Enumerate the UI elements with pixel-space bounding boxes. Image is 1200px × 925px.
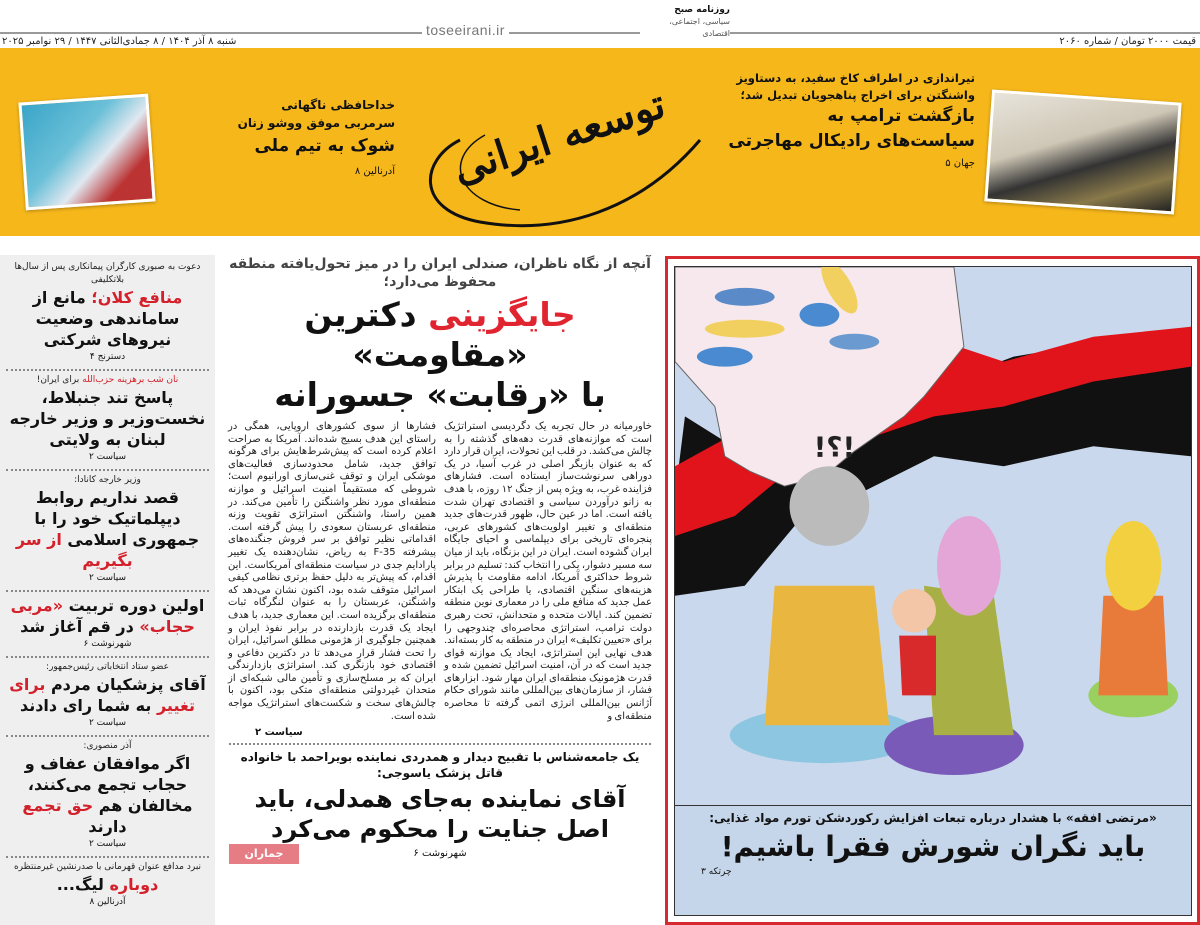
headline-highlight: منافع کلان؛ <box>91 288 183 307</box>
headline-highlight: حق تجمع <box>22 796 94 815</box>
headline-text: دارند <box>88 817 127 836</box>
news-item[interactable] <box>6 371 209 471</box>
news-kicker <box>6 661 209 674</box>
child-shirt <box>899 636 936 696</box>
news-item[interactable] <box>6 471 209 592</box>
plate-icon <box>697 347 753 367</box>
kicker-text: عضو ستاد انتخاباتی رئیس‌جمهور: <box>46 662 169 672</box>
headline-highlight: برای تغییر <box>9 675 196 715</box>
news-page: سیاست ۲ <box>88 573 127 583</box>
teaser-left[interactable] <box>160 96 395 177</box>
headline-part: با «رقابت» جسورانه <box>274 375 606 414</box>
divider <box>229 743 651 745</box>
kicker-highlight: نان شب برهزینه حزب‌الله <box>82 375 179 385</box>
teaser-page: جهان ۵ <box>945 158 975 169</box>
news-headline[interactable] <box>6 487 209 571</box>
left-news-column <box>0 255 215 925</box>
paper-type <box>640 4 730 40</box>
cartoon-story-page: چرتکه ۳ <box>701 867 732 877</box>
headline-highlight: از سر بگیریم <box>15 530 133 570</box>
news-headline[interactable] <box>6 387 209 450</box>
headline-text: قصد نداریم روابط دیپلماتیک خود را با جمهوری اسلامی <box>34 488 200 549</box>
headline-highlight: دوباره <box>109 875 159 894</box>
news-page: آدرنالین ۸ <box>89 897 126 907</box>
news-page: شهرنوشت ۶ <box>83 639 132 649</box>
headline-text: اگر موافقان عفاف و حجاب تجمع می‌کنند، مخالفان هم <box>24 754 193 815</box>
teaser-headline[interactable]: شوک به تیم ملی <box>254 136 395 156</box>
daughter-scarf <box>1105 521 1161 611</box>
price-issue: قیمت ۲۰۰۰ تومان / شماره ۲۰۶۰ <box>1059 36 1196 47</box>
cartoon-story-headline[interactable]: باید نگران شورش فقرا باشیم! <box>720 830 1146 863</box>
news-page: سیاست ۲ <box>88 839 127 849</box>
child-head <box>892 589 936 633</box>
bowl-icon <box>800 303 840 327</box>
news-headline[interactable] <box>6 595 209 637</box>
news-headline[interactable] <box>6 753 209 837</box>
cartoon-story-kicker: «مرتضی افقه» با هشدار درباره تبعات افزایش رکوردشکن تورم مواد غذایی: <box>709 811 1157 825</box>
paper-subject: سیاسی، اجتماعی، اقتصادی <box>669 17 730 38</box>
kicker-text: دعوت به صبوری کارگران پیمانکاری پس از سال‌ها بلاتکلیفی <box>14 262 201 285</box>
news-kicker <box>6 261 209 287</box>
news-headline[interactable] <box>6 674 209 716</box>
kicker-text: برای ایران! <box>36 375 83 385</box>
news-page: سیاست ۲ <box>88 718 127 728</box>
headline-text: لیگ... <box>56 875 110 894</box>
cartoon-illustration <box>674 266 1192 806</box>
second-story-headline[interactable]: آقای نماینده به‌جای همدلی، باید اصل جنایت را محکوم می‌کرد <box>254 785 626 844</box>
second-story-footer <box>225 844 655 864</box>
main-story-page: سیاست ۲ <box>255 727 303 739</box>
news-kicker <box>6 374 209 387</box>
watermark: جماران <box>229 844 299 864</box>
headline-text: مانع از ساماندهی وضعیت نیروهای شرکتی <box>32 288 180 349</box>
teaser-photo-wushu[interactable] <box>18 94 155 211</box>
cartoon-caption <box>674 806 1192 916</box>
kicker-text: نبرد مدافع عنوان قهرمانی با صدرنشین غیرمنتظره <box>13 862 202 872</box>
second-story-kicker: یک جامعه‌شناس با تقبیح دیدار و همدردی نماینده بویراحمد با خانواده قاتل پزشک یاسوجی: <box>240 750 640 781</box>
news-item[interactable] <box>6 737 209 858</box>
kicker-text: وزیر خارجه کانادا: <box>74 475 141 485</box>
main-story-body <box>225 421 655 723</box>
headline-highlight: «مربی حجاب» <box>10 596 195 636</box>
news-page: دسترنج ۴ <box>89 352 126 362</box>
mother-hijab <box>937 516 1001 616</box>
headline-part: دکترین «مقاومت» <box>304 295 528 374</box>
father-shirt <box>765 586 890 725</box>
father-head <box>790 466 870 546</box>
headline-highlight: جایگزینی <box>428 295 576 334</box>
paper-type-label: روزنامه صبح <box>674 5 730 15</box>
plate-icon <box>829 334 879 350</box>
news-headline[interactable] <box>6 287 209 350</box>
news-item[interactable] <box>6 658 209 737</box>
bread-icon <box>705 320 785 338</box>
center-column <box>225 255 655 864</box>
news-item[interactable] <box>6 858 209 914</box>
teaser-photo-trump[interactable] <box>984 90 1181 215</box>
news-headline[interactable] <box>6 874 209 895</box>
news-kicker <box>6 740 209 753</box>
teaser-kicker: سرمربی موفق ووشو زنان <box>237 116 395 130</box>
news-kicker <box>6 474 209 487</box>
main-story-body-right: خاورمیانه در حال تجربه یک دگردیسی استراتژیک است که موازنه‌های قدرت دهه‌های گذشته را به چالش می‌کشد. در قلب این تحولات، ایران قرار دارد که به عنوان بازیگر اصلی در غرب آسیا، در یک دوراهی سرنوشت‌ساز ایستاده است. فشارهای فزاینده غرب، به ویژه پس از جنگ ۱۲ روزه، با هدف به زانو درآوردن سیاسی و اقتصادی تهران شدت یافته است. اما در عین حال، ظهور قدرت‌های جدید منطقه‌ای و تغییر اولویت‌های کشورهای عربی، پنجره‌ای تاریخی برای دیپلماسی و احیای جایگاه ایران گشوده است. ایران در این بزنگاه، باید از میان سه مسیر دشوار، یکی را انتخاب کند: تسلیم در برابر شروط حداکثری آمریکا، ادامه مقاومت با پذیرش هزینه‌های سنگین اقتصادی، یا طراحی یک ابتکار عمل جدید که منافع ملی را در معماری نوین منطقه تضمین کند. ایالات متحده و متحدانش، تحت رهبری دولت ترامپ، استراتژی محاصره‌ای چندوجهی را برای «تعیین تکلیف» ایران در منطقه به کار بسته‌اند. هدف نهایی این استراتژی، ایجاد یک موازنه قوای جدید است که در آن، امنیت اسرائیل تضمین شده و قدرت هژمونیک منطقه‌ای ایران مهار شود. ابزارهای فشار، از سازمان‌های بین‌المللی مانند شورای حکام آژانس بین‌المللی انرژی اتمی گرفته تا محاصره منطقه‌ای و <box>444 421 652 722</box>
headline-text: پاسخ تند جنبلاط، نخست‌وزیر و وزیر خارجه لبنان به ولایتی <box>9 388 206 449</box>
main-story-body-left: فشارها از سوی کشورهای اروپایی، همگی در راستای این هدف بسیج شده‌اند. آمریکا به صراحت اعلام کرده است که پیش‌شرط‌هایش برای هرگونه توافق جدید، شامل محدودسازی فعالیت‌های موشکی ایران و توقف غنی‌سازی اورانیوم است؛ شروطی که مستقیماً امنیت اسرائیل و موازنه منطقه‌ای مورد نظر واشنگتن را تأمین می‌کند. در همین راستا، واشنگتن استراتژی تقویت وزنه منطقه‌ای عربستان سعودی را پیش گرفته است. اقداماتی نظیر توافق بر سر فروش جنگنده‌های پیشرفته F-35 به ریاض، نشان‌دهنده یک تغییر پارادایم جدی در سیاست منطقه‌ای آمریکاست. این اقدام، که پیش‌تر به دلیل حفظ برتری نظامی کیفی اسرائیل متوقف شده بود، اکنون نشان می‌دهد که واشنگتن، عربستان را به عنوان لنگرگاه ثبات منطقه‌ای برگزیده است. این معماری جدید، با هدف ایجاد یک قدرت بازدارنده در برابر نفوذ ایران و همچنین جلوگیری از هژمونی مطلق اسرائیل، ایران را تحت فشار قرار می‌دهد تا در دکترین دفاعی و اقتصادی خود بازنگری کند. استراتژی بازدارندگی ایران که بر مسلح‌سازی و تأمین مالی شبکه‌ای از متحدان غیردولتی منطقه‌ای متکی بود، اکنون با چالش‌های سخت و شکست‌های استراتژیک مواجه شده است. <box>228 421 436 722</box>
headline-text: اولین دوره تربیت <box>63 596 205 615</box>
news-page: سیاست ۲ <box>88 452 127 462</box>
website-link[interactable]: toseeirani.ir <box>422 22 509 38</box>
cartoon-exclamation: !؟! <box>813 430 856 464</box>
masthead-rule <box>0 32 1200 34</box>
main-story-kicker: آنچه از نگاه ناظران، صندلی ایران را در میز تحول‌یافته منطقه محفوظ می‌دارد؛ <box>229 256 651 290</box>
plate-icon <box>715 288 775 306</box>
news-item[interactable] <box>6 592 209 658</box>
news-item[interactable] <box>6 258 209 371</box>
teaser-page: آدرنالین ۸ <box>354 166 395 177</box>
second-story-page: شهرنوشت ۶ <box>413 848 467 860</box>
headline-text: در قم آغاز شد <box>20 617 140 636</box>
headline-text: به شما رای دادند <box>19 696 157 715</box>
issue-date: شنبه ۸ آذر ۱۴۰۴ / ۸ جمادی‌الثانی ۱۴۴۷ / ۲۹ نوامبر ۲۰۲۵ <box>2 36 237 47</box>
teaser-right[interactable] <box>725 70 975 169</box>
logo-text: توسعه ایرانی <box>447 80 671 193</box>
teaser-kicker: تیراندازی در اطراف کاخ سفید، به دستاویز واشنگتن برای اخراج پناهجویان تبدیل شد؛ <box>736 71 975 102</box>
kicker-text: آذر منصوری: <box>83 741 132 751</box>
teaser-kicker: خداحافظی ناگهانی <box>281 98 395 112</box>
news-kicker <box>6 861 209 874</box>
teaser-headline[interactable]: بازگشت ترامپ به سیاست‌های رادیکال مهاجرتی <box>728 106 975 151</box>
newspaper-logo <box>410 40 710 240</box>
headline-text: آقای پزشکیان مردم <box>45 675 206 694</box>
main-story-headline[interactable] <box>225 295 655 415</box>
